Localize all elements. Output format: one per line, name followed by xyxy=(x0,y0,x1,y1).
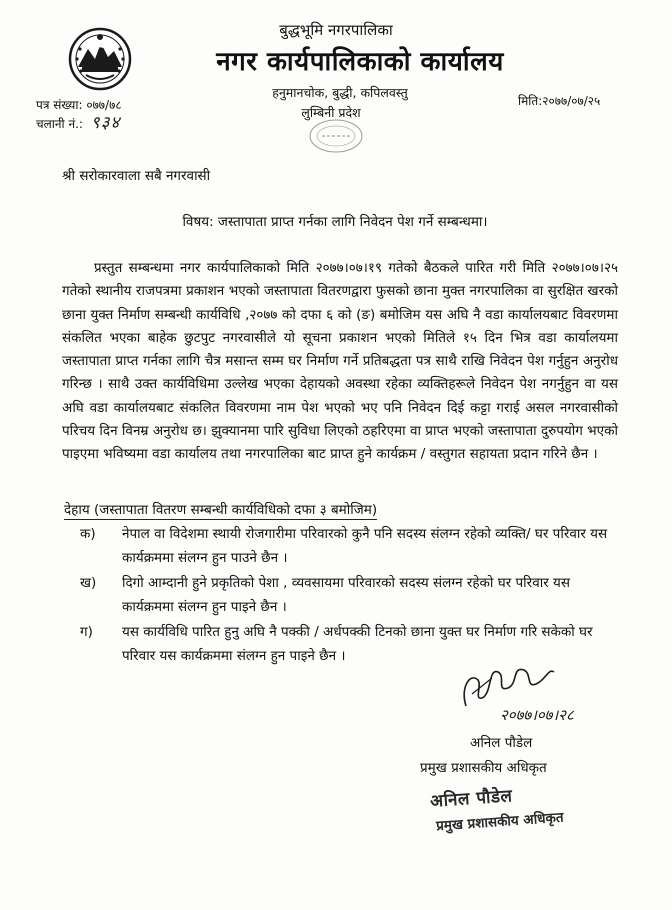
office-address: हनुमानचोक, बुद्धी, कपिलवस्तु xyxy=(272,85,408,100)
dispatch-value: ९३४ xyxy=(90,113,121,133)
dispatch-number xyxy=(36,110,120,133)
list-item-text: यस कार्यविधि पारित हुनु अघि नै पक्की / अर्धपक्की टिनको छाना युक्त घर निर्माण गरि सकेको घर परिवार यस कार्यक्रममा संलग्न हुन पाइने छैन । xyxy=(122,624,593,664)
reference-value: ०७७/७८ xyxy=(86,98,122,112)
dispatch-label: चलानी नं.: xyxy=(36,117,83,131)
list-item-text: दिगो आम्दानी हुने प्रकृतिको पेशा , व्यवसायमा परिवारको सदस्य संलग्न रहेको घर परिवार यस कार्यक्रममा संलग्न हुन पाइने छैन । xyxy=(122,575,570,615)
municipality-emblem-icon xyxy=(68,27,132,91)
reference-label: पत्र संख्या: xyxy=(36,98,83,112)
list-item-text: नेपाल वा विदेशमा स्थायी रोजगारीमा परिवारको कुनै पनि सदस्य संलग्न रहेको व्यक्ति/ घर परिवार यस कार्यक्रममा संलग्न हुन पाउने छैन । xyxy=(122,526,608,566)
office-stamp-icon xyxy=(308,118,364,154)
list-marker: ग) xyxy=(80,624,93,640)
signature-date: २०७७।०७।२८ xyxy=(500,706,574,724)
list-marker: क) xyxy=(80,526,96,542)
date-value: २०७७/०७/२५ xyxy=(542,94,601,108)
signatory-title: प्रमुख प्रशासकीय अधिकृत xyxy=(420,760,547,776)
subject-line: विषय: जस्तापाता प्राप्त गर्नका लागि निवेदन पेश गर्ने सम्बन्धमा। xyxy=(182,214,488,230)
list-heading: देहाय (जस्तापाता वितरण सम्बन्धी कार्यविधिको दफा ३ बमोजिम) xyxy=(64,502,378,518)
list-item xyxy=(80,571,616,619)
office-title: नगर कार्यपालिकाको कार्यालय xyxy=(216,47,504,77)
date-label: मिति: xyxy=(518,94,543,108)
name-stamp: अनिल पौडेल xyxy=(429,786,514,812)
province-name: लुम्बिनी प्रदेश xyxy=(301,105,361,120)
municipality-name: बुद्धभूमि नगरपालिका xyxy=(279,21,393,39)
list-item xyxy=(80,522,616,570)
letter-date xyxy=(518,92,600,109)
body-paragraph: प्रस्तुत सम्बन्धमा नगर कार्यपालिकाको मिति २०७७।०७।१९ गतेको बैठकले पारित गरी मिति २०७७।०७।२५ गतेको स्थानीय राजपत्रमा प्रकाशन भएको जस्तापाता वितरणद्वारा फुसको छाना मुक्त नगरपालिका वा सुरक्षित खरको छाना युक्त निर्माण सम्बन्धी कार्यविधि ,२०७७ को दफा ६ को (ङ) बमोजिम यस अघि नै वडा कार्यालयबाट विवरणमा संकलित भएका बाहेक छुटपुट नगरवासीले यो सूचना प्रकाशन भएको मितिले १५ दिन भित्र वडा कार्यालयमा जस्तापाता प्राप्त गर्नका लागि चैत्र मसान्त सम्म घर निर्माण गर्ने प्रतिबद्धता पत्र साथै राखि निवेदन पेश गर्नुहुन अनुरोध गरिन्छ । साथै उक्त कार्यविधिमा उल्लेख भएका देहायको अवस्था रहेका व्यक्तिहरूले निवेदन पेश नगर्नुहुन वा यस अघि वडा कार्यालयबाट संकलित विवरणमा नाम पेश भएको भए पनि निवेदन दिई कट्टा गराई असल नगरवासीको परिचय दिन विनम्र अनुरोध छ। झुक्यानमा पारि सुविधा लिएको ठहरिएमा वा प्राप्त भएको जस्तापाता दुरुपयोग भएको पाइएमा भविष्यमा वडा कार्यालय तथा नगरपालिका बाट प्राप्त हुने कार्यक्रम / वस्तुगत सहायता प्रदान गरिने छैन । xyxy=(62,260,618,463)
signatory-name: अनिल पौडेल xyxy=(470,735,533,751)
handwritten-signature xyxy=(452,648,612,728)
title-stamp: प्रमुख प्रशासकीय अधिकृत xyxy=(435,809,565,835)
recipient: श्री सरोकारवाला सबै नगरवासी xyxy=(62,168,211,184)
list-marker: ख) xyxy=(80,575,97,591)
